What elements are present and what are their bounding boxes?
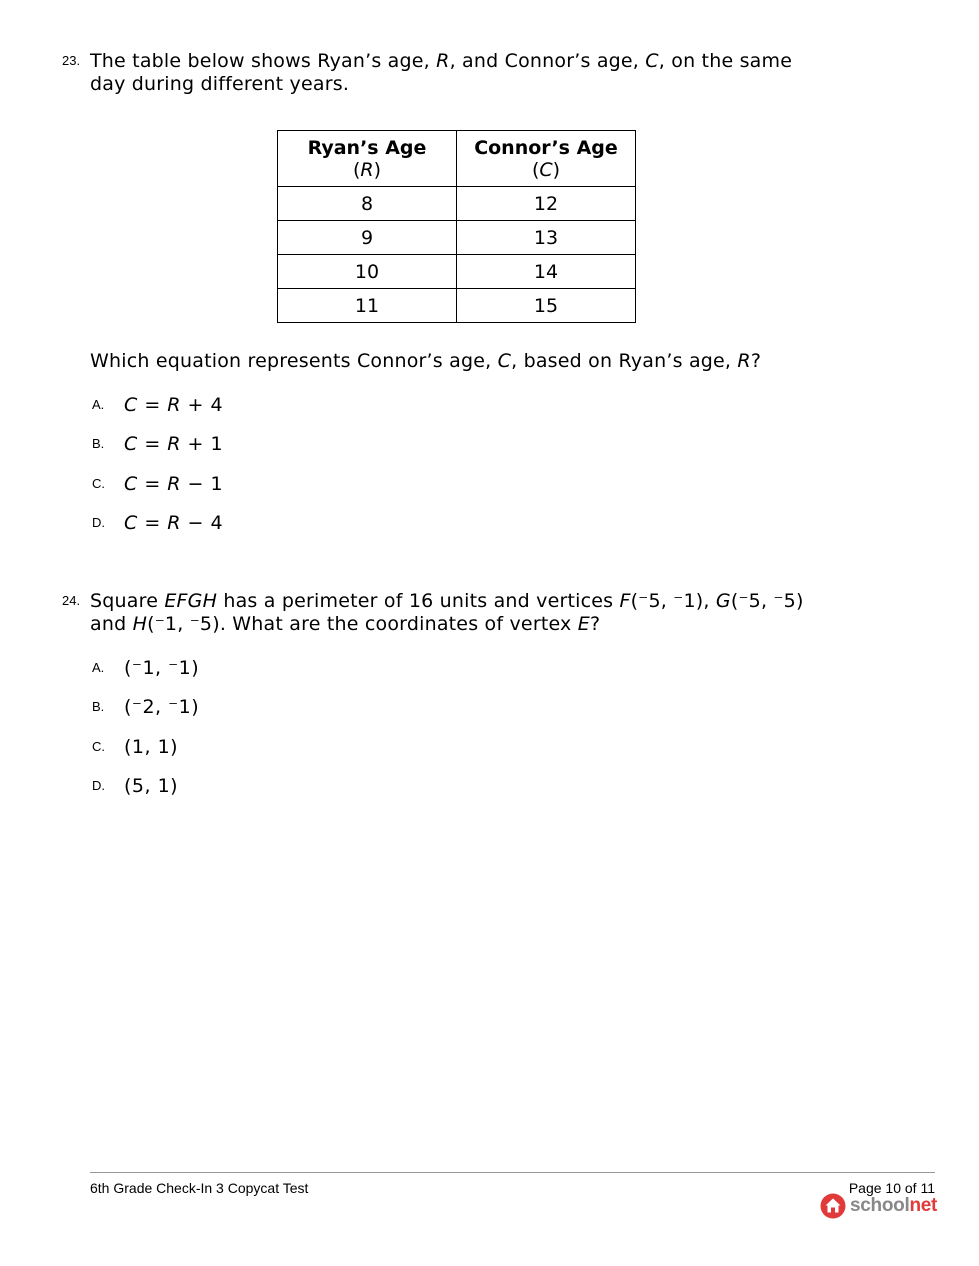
option-letter-24-b: B. [92, 699, 105, 714]
option-24-c[interactable]: (1, 1) [124, 736, 179, 758]
option-letter-24-c: C. [92, 739, 105, 754]
option-23-a[interactable]: C = R + 4 [124, 394, 224, 416]
option-23-d[interactable]: C = R − 4 [124, 512, 224, 534]
option-letter-24-a: A. [92, 660, 105, 675]
option-24-d[interactable]: (5, 1) [124, 775, 179, 797]
option-24-b[interactable]: (⁻2, ⁻1) [124, 696, 200, 718]
option-letter-23-a: A. [92, 397, 105, 412]
option-23-c[interactable]: C = R − 1 [124, 473, 224, 495]
question-23-text [90, 50, 792, 96]
option-24-a[interactable]: (⁻1, ⁻1) [124, 657, 200, 679]
schoolnet-house-icon [820, 1193, 846, 1219]
table-row [278, 255, 636, 289]
table-cell: 10 [278, 255, 457, 289]
footer-test-title: 6th Grade Check-In 3 Copycat Test [90, 1180, 309, 1196]
ages-table [277, 130, 636, 323]
option-letter-23-c: C. [92, 476, 105, 491]
table-cell: 15 [457, 289, 636, 323]
question-number-23: 23. [62, 53, 81, 68]
table-row [278, 221, 636, 255]
question-23-line-2: day during different years. [90, 73, 350, 95]
schoolnet-wordmark: schoolnet [850, 1195, 938, 1216]
table-cell: 11 [278, 289, 457, 323]
footer-divider [90, 1172, 935, 1173]
option-letter-23-b: B. [92, 436, 105, 451]
table-cell: 13 [457, 221, 636, 255]
question-24-line-1: Square EFGH has a perimeter of 16 units and vertices F(⁻5, ⁻1), G(⁻5, ⁻5) [90, 590, 804, 612]
option-letter-23-d: D. [92, 515, 105, 530]
question-23-prompt: Which equation represents Connor’s age, C, based on Ryan’s age, R? [90, 350, 762, 372]
option-letter-24-d: D. [92, 778, 105, 793]
table-cell: 9 [278, 221, 457, 255]
question-number-24: 24. [62, 593, 81, 608]
table-row [278, 289, 636, 323]
table-cell: 14 [457, 255, 636, 289]
question-24-line-2: and H(⁻1, ⁻5). What are the coordinates of vertex E? [90, 613, 601, 635]
table-cell: 12 [457, 187, 636, 221]
question-24-text [90, 590, 804, 636]
footer-page-number: Page 10 of 11 [848, 1180, 935, 1196]
header-connors-age: Connor’s Age (C) [457, 131, 636, 187]
question-23-line-1: The table below shows Ryan’s age, R, and Connor’s age, C, on the same [90, 50, 793, 72]
schoolnet-logo [820, 1193, 937, 1219]
option-23-b[interactable]: C = R + 1 [124, 433, 224, 455]
table-header-row [278, 131, 636, 187]
header-ryans-age: Ryan’s Age (R) [278, 131, 457, 187]
table-row [278, 187, 636, 221]
table-cell: 8 [278, 187, 457, 221]
